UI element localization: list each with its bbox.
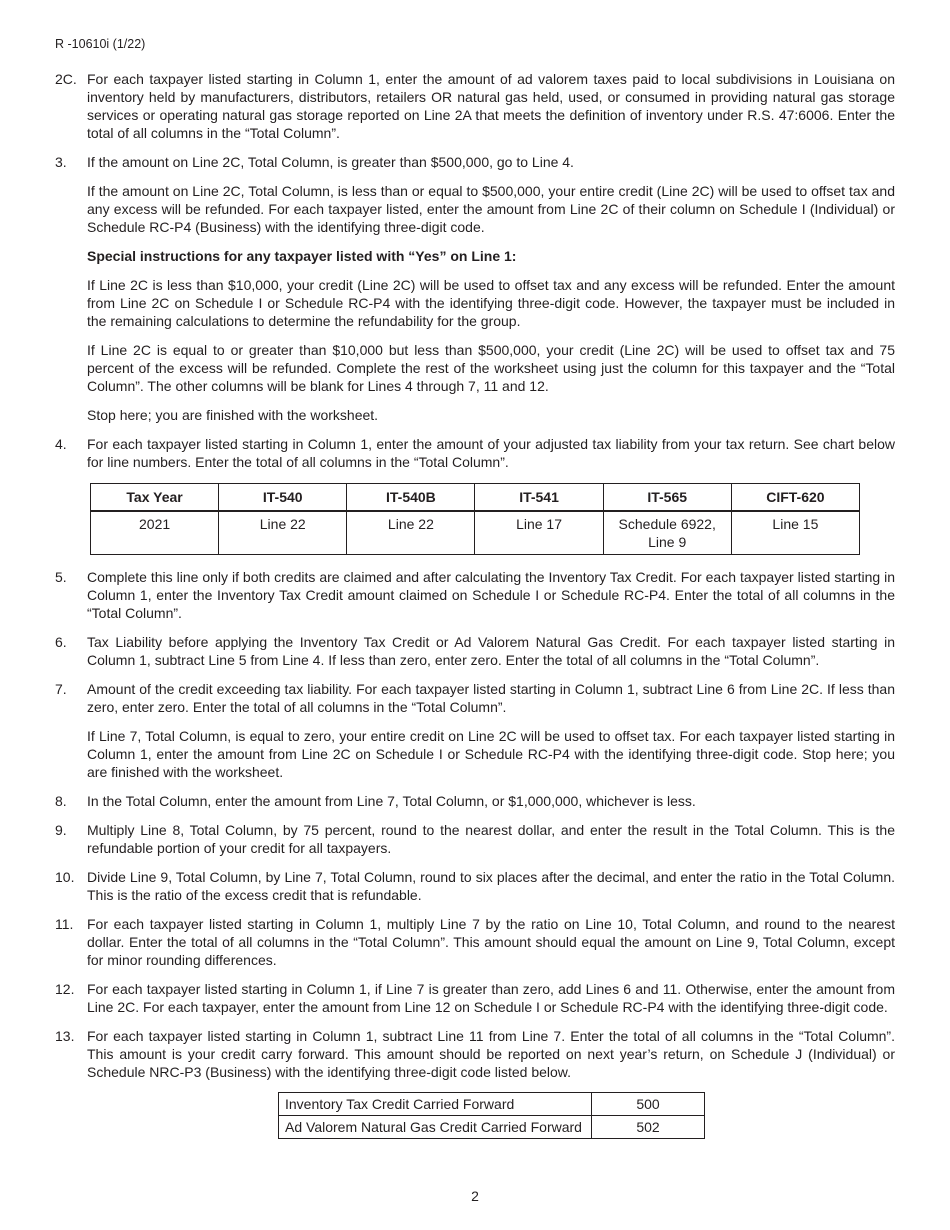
credit-code: 500 — [592, 1093, 705, 1116]
page-number: 2 — [471, 1188, 479, 1204]
item-text: Complete this line only if both credits are claimed and after calculating the Inventory Tax Credit. For each taxpayer listed starting in Column 1, enter the Inventory Tax Credit amount claimed on Schedule I or Schedule RC-P4. Enter the total of all columns in the “Total Column”. — [87, 569, 895, 621]
item-number: 13. — [55, 1028, 75, 1044]
item-text: If the amount on Line 2C, Total Column, is greater than $500,000, go to Line 4. — [87, 154, 574, 170]
item-number: 7. — [55, 681, 67, 697]
instruction-item-2c — [55, 70, 895, 142]
item-number: 6. — [55, 634, 67, 650]
table-header-cell: IT-541 — [475, 484, 603, 512]
table-cell: Line 22 — [219, 511, 347, 555]
instruction-item-7 — [55, 680, 895, 781]
table-cell: 2021 — [91, 511, 219, 555]
instruction-item-12 — [55, 980, 895, 1016]
instruction-item-3 — [55, 153, 895, 424]
table-row — [279, 1116, 705, 1139]
item-text: For each taxpayer listed starting in Column 1, enter the amount of your adjusted tax liability from your tax return. See chart below for line numbers. Enter the total of all columns in the “Total Column”. — [87, 436, 895, 470]
instructions-body — [55, 70, 895, 1139]
instruction-item-10 — [55, 868, 895, 904]
table-row — [279, 1093, 705, 1116]
table-cell: Line 15 — [731, 511, 859, 555]
table-header-cell: IT-565 — [603, 484, 731, 512]
special-instructions-heading: Special instructions for any taxpayer listed with “Yes” on Line 1: — [87, 248, 517, 264]
item-text: Tax Liability before applying the Inventory Tax Credit or Ad Valorem Natural Gas Credit. For each taxpayer listed starting in Column 1, subtract Line 5 from Line 4. If less than zero, enter zero. Enter the total of all columns in the “Total Column”. — [87, 634, 895, 668]
instruction-item-6 — [55, 633, 895, 669]
table-header-cell: Tax Year — [91, 484, 219, 512]
credit-description: Inventory Tax Credit Carried Forward — [279, 1093, 592, 1116]
instruction-item-11 — [55, 915, 895, 969]
item-number: 8. — [55, 793, 67, 809]
item-text: Multiply Line 8, Total Column, by 75 percent, round to the nearest dollar, and enter the result in the Total Column. This is the refundable portion of your credit for all taxpayers. — [87, 822, 895, 856]
instruction-item-4 — [55, 435, 895, 471]
item-text: If the amount on Line 2C, Total Column, is less than or equal to $500,000, your entire credit (Line 2C) will be used to offset tax and any excess will be refunded. For each taxpayer listed, enter the amount from Line 2C of their column on Schedule I (Individual) or Schedule RC-P4 (Business) with the identifying three-digit code. — [87, 183, 895, 235]
item-number: 9. — [55, 822, 67, 838]
instruction-item-9 — [55, 821, 895, 857]
table-cell: Schedule 6922, Line 9 — [603, 511, 731, 555]
item-number: 11. — [55, 916, 74, 932]
item-text: If Line 2C is equal to or greater than $10,000 but less than $500,000, your credit (Line 2C) will be used to offset tax and 75 percent of the excess will be refunded. Complete the rest of the worksheet using just the column for this taxpayer and the “Total Column”. The other columns will be blank for Lines 4 through 7, 11 and 12. — [87, 342, 895, 394]
table-header-cell: CIFT-620 — [731, 484, 859, 512]
credit-code: 502 — [592, 1116, 705, 1139]
instruction-item-5 — [55, 568, 895, 622]
table-row — [91, 511, 860, 555]
table-header-cell: IT-540B — [347, 484, 475, 512]
item-text: If Line 2C is less than $10,000, your credit (Line 2C) will be used to offset tax and any excess will be refunded. Enter the amount from Line 2C on Schedule I or Schedule RC-P4 with the identifying three-digit code. However, the taxpayer must be included in the remaining calculations to determine the refundability for the group. — [87, 277, 895, 329]
carry-forward-codes-table — [278, 1092, 705, 1139]
item-number: 3. — [55, 154, 67, 170]
instruction-item-8 — [55, 792, 895, 810]
item-number: 10. — [55, 869, 75, 885]
instruction-item-13 — [55, 1027, 895, 1081]
item-text: For each taxpayer listed starting in Column 1, subtract Line 11 from Line 7. Enter the total of all columns in the “Total Column”. This amount is your credit carry forward. This amount should be reported on next year’s return, on Schedule J (Individual) or Schedule NRC-P3 (Business) with the identifying three-digit code listed below. — [87, 1028, 895, 1080]
item-number: 4. — [55, 436, 67, 452]
item-text: Divide Line 9, Total Column, by Line 7, Total Column, round to six places after the decimal, and enter the ratio in the Total Column. This is the ratio of the excess credit that is refundable. — [87, 869, 895, 903]
form-id: R -10610i (1/22) — [55, 37, 146, 51]
item-text: Amount of the credit exceeding tax liability. For each taxpayer listed starting in Column 1, subtract Line 6 from Line 2C. If less than zero, enter zero. Enter the total of all columns in the “Total Column”. — [87, 681, 895, 715]
item-number: 2C. — [55, 71, 77, 87]
tax-return-lines-table — [90, 483, 860, 555]
item-text: If Line 7, Total Column, is equal to zero, your entire credit on Line 2C will be used to offset tax. For each taxpayer listed starting in Column 1, enter the amount from Line 2C on Schedule I or Schedule RC-P4 with the identifying three-digit code. Stop here; you are finished with the worksheet. — [87, 728, 895, 780]
table-cell: Line 17 — [475, 511, 603, 555]
table-cell: Line 22 — [347, 511, 475, 555]
item-text: In the Total Column, enter the amount from Line 7, Total Column, or $1,000,000, whichever is less. — [87, 793, 696, 809]
item-number: 12. — [55, 981, 75, 997]
table-header-row — [91, 484, 860, 512]
item-text: For each taxpayer listed starting in Column 1, if Line 7 is greater than zero, add Lines 6 and 11. Otherwise, enter the amount from Line 2C. For each taxpayer, enter the amount from Line 12 on Schedule I or Schedule RC-P4 with the identifying three-digit code. — [87, 981, 895, 1015]
item-number: 5. — [55, 569, 67, 585]
item-text: For each taxpayer listed starting in Column 1, multiply Line 7 by the ratio on Line 10, Total Column, and round to the nearest dollar. Enter the total of all columns in the “Total Column”. This amount should equal the amount on Line 9, Total Column, except for minor rounding differences. — [87, 916, 895, 968]
credit-description: Ad Valorem Natural Gas Credit Carried Forward — [279, 1116, 592, 1139]
item-text: For each taxpayer listed starting in Column 1, enter the amount of ad valorem taxes paid to local subdivisions in Louisiana on inventory held by manufacturers, distributors, retailers OR natural gas held, used, or consumed in providing natural gas storage services or operating natural gas storage reported on Line 2A that meets the definition of inventory under R.S. 47:6006. Enter the total of all columns in the “Total Column”. — [87, 71, 895, 141]
item-text: Stop here; you are finished with the worksheet. — [87, 407, 379, 423]
table-header-cell: IT-540 — [219, 484, 347, 512]
